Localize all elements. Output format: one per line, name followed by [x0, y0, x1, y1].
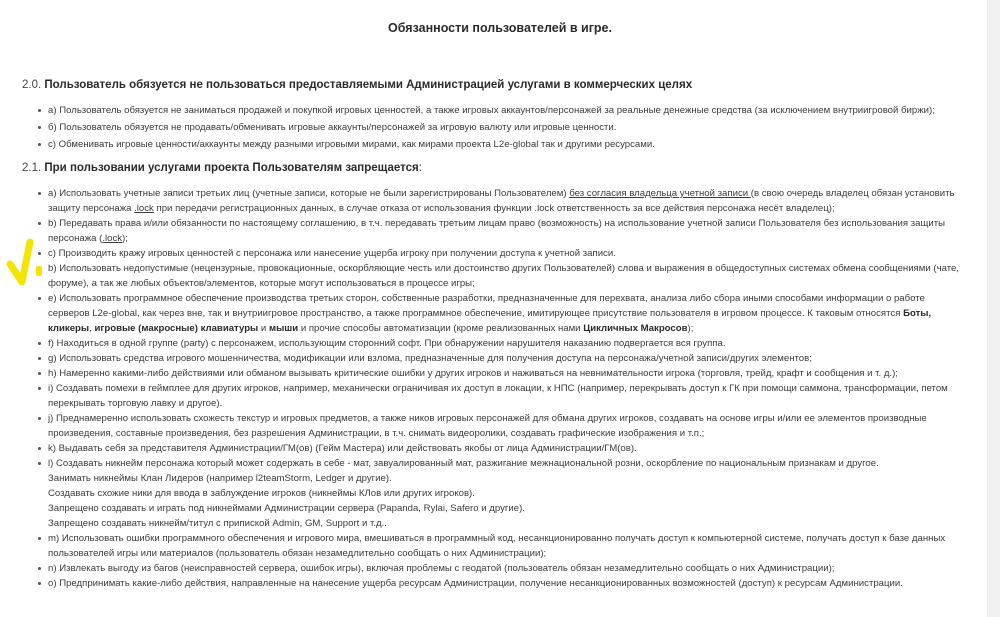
list-item-l: l) Создавать никнейм персонажа который может содержать в себе - мат, завуалированный мат, разжигание межнациональной розни, оскорбление по национальным признакам и другое. Занимать никнеймы Клан Лидеров (например l2teamStorm, Ledger и другие). Создавать схожие ники для ввода в заблуждение игроков (никнеймы КЛов или других игроков). Запрещено создавать и играть под никнеймами Администрации сервера (Papanda, Rylai, Safero и другие). Запрещено создавать никнейм/титул с припиской Admin, GM, Support и т.д..: [36, 456, 966, 531]
link-owner-consent[interactable]: без согласия владельца учетной записи: [569, 188, 751, 199]
list-item-j: j) Преднамеренно использовать схожесть текстур и игровых предметов, а также ников игровых персонажей для обмана других игроков, создавать на основе игры и/или ее элементов производные произведения, составные произведения, без разрешения Администрации, в т.ч. снимать видеоролики, создавать графические изображения и т.п.;: [36, 411, 966, 441]
checkmark-icon: [6, 238, 50, 288]
link-lock[interactable]: .lock: [134, 203, 154, 214]
section-title: При пользовании услугами проекта Пользователям запрещается: [44, 162, 419, 174]
list-item-k: k) Выдавать себя за представителя Администрации/ГМ(ов) (Гейм Мастера) или действовать якобы от лица Администрации/ГМ(ов).: [36, 441, 966, 456]
section-title: Пользователь обязуется не пользоваться предоставляемыми Администрацией услугами в коммерческих целях: [44, 79, 693, 91]
section-2-0-heading: [22, 79, 692, 91]
list-item-a: а) Использовать учетные записи третьих лиц (учетные записи, которые не были зарегистрированы Пользователем) без согласия владельца учетной записи (в свою очередь владелец обязан установить защиту персонажа .lock при передачи регистрационных данных, в случае отказа от использования функции .lock ответственность за все действия персонажа несёт владелец);: [36, 186, 966, 216]
link-lock[interactable]: .lock: [102, 233, 123, 244]
list-item-c: с) Производить кражу игровых ценностей с персонажа или нанесение ущерба игроку при получении доступа к учетной записи.: [36, 246, 966, 261]
list-item-m: m) Использовать ошибки программного обеспечения и игрового мира, вмешиваться в программный код, несанкционированно получать доступ к компьютерной системе, получать доступ к базе данных пользователей игры или материалов (пользователь обязан незамедлительно сообщать о них Администрации);: [36, 531, 966, 561]
section-2-1-list: [36, 186, 966, 591]
list-item-h: h) Намеренно какими-либо действиями или обманом вызывать критические ошибки у других игроков и наживаться на невнимательности игрока (торговля, трейд, крафт и сообщения и т. д.);: [36, 366, 966, 381]
scrollbar[interactable]: [987, 0, 1000, 617]
list-item-i: i) Создавать помехи в геймплее для других игроков, например, механически ограничивая их доступ в локации, к НПС (например, перекрывать доступ к ГК при помощи саммона, трансформации, петом перекрывать торговую лавку и другое).: [36, 381, 966, 411]
list-item: а) Пользователь обязуется не заниматься продажей и покупкой игровых ценностей, а также игровых аккаунтов/персонажей за реальные денежные средства (за исключением внутриигровой биржи);: [36, 103, 966, 118]
section-2-1-heading: 2.1. При пользовании услугами проекта Пользователям запрещается:: [22, 162, 422, 174]
list-item-f: f) Находиться в одной группе (party) с персонажем, использующим сторонний софт. При обнаружении нарушителя наказанию подвергается вся группа.: [36, 336, 966, 351]
list-item: б) Пользователь обязуется не продавать/обменивать игровые аккаунты/персонажей за игровую валюту или игровые ценности.: [36, 120, 966, 135]
section-2-0-list: [36, 103, 966, 152]
list-item-g: g) Использовать средства игрового мошенничества, модификации или взлома, предназначенные для получения доступа на персонажа/учетной записи/других элементов;: [36, 351, 966, 366]
list-item: с) Обменивать игровые ценности/аккаунты между разными игровыми мирами, как мирами проекта L2e-global так и другими ресурсами.: [36, 137, 966, 152]
section-number: 2.0.: [22, 79, 42, 91]
list-item-n: n) Извлекать выгоду из багов (неисправностей сервера, ошибок игры), включая проблемы с геодатой (пользователь обязан незамедлительно сообщать о них Администрации);: [36, 561, 966, 576]
list-item-b-second: b) Использовать недопустимые (нецензурные, провокационные, оскорбляющие честь или достоинство других Пользователей) слова и выражения в общедоступных системах обмена сообщениями (чате, форуме), а так же любых объектов/элементов, которые могут использоваться в процессе игры;: [36, 261, 966, 291]
section-number: 2.1.: [22, 162, 42, 174]
list-item-e: е) Использовать программное обеспечение производства третьих сторон, собственные разработки, предназначенные для перехвата, анализа либо сбора иными способами информации о работе серверов L2e-global, как через вне, так и внутриигровое пространство, а также программное обеспечение, имитирующее присутствие пользователя в игровом процессе. К таковым относятся Боты, кликеры, игровые (макросные) клавиатуры и мыши и прочие способы автоматизации (кроме реализованных нами Цикличных Макросов);: [36, 291, 966, 336]
page-title: Обязанности пользователей в игре.: [388, 21, 612, 35]
list-item-b: b) Передавать права и/или обязанности по настоящему соглашению, в т.ч. передавать третьим лицам право (возможность) на использование учетной записи Пользователя без использования защиты персонажа (.lock);: [36, 216, 966, 246]
list-item-o: о) Предпринимать какие-либо действия, направленные на нанесение ущерба ресурсам Администрации, получение несанкционированных возможностей (доступ) к ресурсам Администрации.: [36, 576, 966, 591]
